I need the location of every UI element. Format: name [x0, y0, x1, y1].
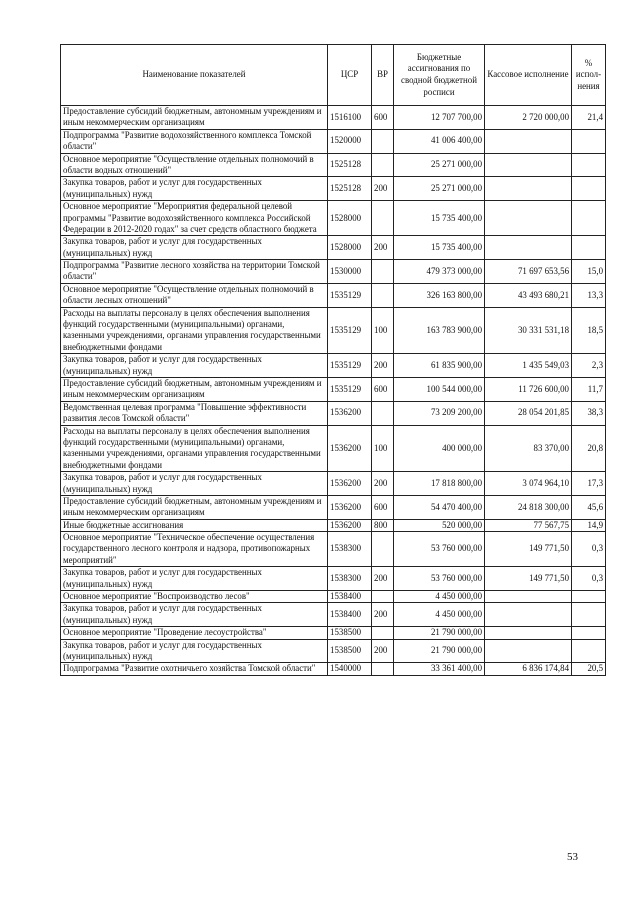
cell-cash [485, 177, 572, 201]
cell-vr [372, 153, 394, 177]
cell-csr: 1516100 [328, 106, 372, 130]
cell-budget: 12 707 700,00 [394, 106, 485, 130]
cell-percent: 0,3 [572, 532, 606, 567]
cell-cash [485, 627, 572, 639]
cell-percent: 11,7 [572, 377, 606, 401]
cell-percent [572, 591, 606, 603]
table-row [61, 201, 606, 236]
cell-budget: 25 271 000,00 [394, 153, 485, 177]
cell-vr [372, 401, 394, 425]
table-header [61, 45, 606, 106]
cell-budget: 53 760 000,00 [394, 532, 485, 567]
cell-cash [485, 603, 572, 627]
cell-name: Закупка товаров, работ и услуг для государственных (муниципальных) нужд [61, 177, 328, 201]
cell-name: Основное мероприятие "Осуществление отдельных полномочий в области лесных отношений" [61, 283, 328, 307]
table-row [61, 129, 606, 153]
cell-csr: 1536200 [328, 425, 372, 472]
table-row [61, 354, 606, 378]
cell-cash [485, 591, 572, 603]
cell-percent: 13,3 [572, 283, 606, 307]
cell-csr: 1535129 [328, 307, 372, 354]
cell-percent [572, 639, 606, 663]
cell-vr [372, 283, 394, 307]
cell-percent [572, 627, 606, 639]
cell-cash [485, 153, 572, 177]
header-budget: Бюджетные ассигнования по сводной бюджетной росписи [394, 45, 485, 106]
table-row [61, 106, 606, 130]
cell-budget: 520 000,00 [394, 519, 485, 531]
page-number: 53 [567, 851, 578, 863]
cell-percent: 14,9 [572, 519, 606, 531]
cell-vr: 200 [372, 472, 394, 496]
cell-percent [572, 201, 606, 236]
cell-cash: 43 493 680,21 [485, 283, 572, 307]
cell-csr: 1538400 [328, 603, 372, 627]
cell-csr: 1525128 [328, 153, 372, 177]
cell-budget: 21 790 000,00 [394, 639, 485, 663]
cell-vr: 200 [372, 639, 394, 663]
cell-vr: 100 [372, 425, 394, 472]
cell-percent: 0,3 [572, 567, 606, 591]
cell-vr: 200 [372, 177, 394, 201]
cell-csr: 1528000 [328, 236, 372, 260]
cell-budget: 53 760 000,00 [394, 567, 485, 591]
cell-budget: 4 450 000,00 [394, 603, 485, 627]
cell-vr [372, 532, 394, 567]
cell-csr: 1538300 [328, 532, 372, 567]
cell-cash [485, 201, 572, 236]
cell-percent [572, 129, 606, 153]
cell-budget: 163 783 900,00 [394, 307, 485, 354]
cell-csr: 1520000 [328, 129, 372, 153]
cell-budget: 33 361 400,00 [394, 663, 485, 675]
table-row [61, 532, 606, 567]
table-row [61, 425, 606, 472]
cell-csr: 1536200 [328, 401, 372, 425]
cell-cash: 6 836 174,84 [485, 663, 572, 675]
cell-csr: 1538300 [328, 567, 372, 591]
cell-name: Иные бюджетные ассигнования [61, 519, 328, 531]
table-row [61, 591, 606, 603]
cell-percent: 21,4 [572, 106, 606, 130]
table-row [61, 401, 606, 425]
cell-name: Ведомственная целевая программа "Повышение эффективности развития лесов Томской области" [61, 401, 328, 425]
cell-cash: 149 771,50 [485, 532, 572, 567]
cell-percent [572, 603, 606, 627]
table-row [61, 495, 606, 519]
cell-name: Закупка товаров, работ и услуг для государственных (муниципальных) нужд [61, 354, 328, 378]
cell-budget: 73 209 200,00 [394, 401, 485, 425]
cell-cash: 2 720 000,00 [485, 106, 572, 130]
cell-csr: 1535129 [328, 354, 372, 378]
cell-vr: 600 [372, 495, 394, 519]
cell-name: Основное мероприятие "Техническое обеспечение осуществления государственного лесного контроля и надзора, противопожарных мероприятий" [61, 532, 328, 567]
cell-csr: 1528000 [328, 201, 372, 236]
cell-csr: 1536200 [328, 472, 372, 496]
cell-cash: 83 370,00 [485, 425, 572, 472]
cell-budget: 17 818 800,00 [394, 472, 485, 496]
cell-cash [485, 639, 572, 663]
cell-vr: 200 [372, 567, 394, 591]
cell-cash: 28 054 201,85 [485, 401, 572, 425]
cell-budget: 54 470 400,00 [394, 495, 485, 519]
cell-vr: 600 [372, 377, 394, 401]
table-row [61, 472, 606, 496]
header-percent: % испол-нения [572, 45, 606, 106]
cell-name: Закупка товаров, работ и услуг для государственных (муниципальных) нужд [61, 567, 328, 591]
table-row [61, 283, 606, 307]
cell-budget: 400 000,00 [394, 425, 485, 472]
cell-name: Основное мероприятие "Мероприятия федеральной целевой программы "Развитие водохозяйственного комплекса Российской Федерации в 2012-2020 годах" за счет средств областного бюджета [61, 201, 328, 236]
cell-name: Предоставление субсидий бюджетным, автономным учреждениям и иным некоммерческим организациям [61, 377, 328, 401]
cell-name: Расходы на выплаты персоналу в целях обеспечения выполнения функций государственными (муниципальными) органами, казенными учреждениями, органами управления государственными внебюджетными фондами [61, 307, 328, 354]
cell-name: Подпрограмма "Развитие охотничьего хозяйства Томской области" [61, 663, 328, 675]
cell-percent: 45,6 [572, 495, 606, 519]
cell-budget: 100 544 000,00 [394, 377, 485, 401]
table-row [61, 260, 606, 284]
cell-vr [372, 663, 394, 675]
table-row [61, 627, 606, 639]
cell-budget: 326 163 800,00 [394, 283, 485, 307]
cell-cash: 24 818 300,00 [485, 495, 572, 519]
table-row [61, 377, 606, 401]
header-row [61, 45, 606, 106]
table-row [61, 177, 606, 201]
table-row [61, 567, 606, 591]
cell-vr: 100 [372, 307, 394, 354]
cell-budget: 4 450 000,00 [394, 591, 485, 603]
table-row [61, 519, 606, 531]
cell-name: Предоставление субсидий бюджетным, автономным учреждениям и иным некоммерческим организациям [61, 495, 328, 519]
cell-budget: 15 735 400,00 [394, 201, 485, 236]
cell-csr: 1535129 [328, 283, 372, 307]
cell-vr [372, 627, 394, 639]
cell-cash [485, 236, 572, 260]
table-row [61, 603, 606, 627]
table-row [61, 639, 606, 663]
cell-cash: 30 331 531,18 [485, 307, 572, 354]
cell-csr: 1538500 [328, 639, 372, 663]
cell-cash: 3 074 964,10 [485, 472, 572, 496]
header-name: Наименование показателей [61, 45, 328, 106]
cell-budget: 25 271 000,00 [394, 177, 485, 201]
cell-percent [572, 177, 606, 201]
cell-percent: 2,3 [572, 354, 606, 378]
cell-vr [372, 129, 394, 153]
cell-name: Подпрограмма "Развитие водохозяйственного комплекса Томской области" [61, 129, 328, 153]
cell-cash: 1 435 549,03 [485, 354, 572, 378]
cell-percent: 17,3 [572, 472, 606, 496]
cell-csr: 1525128 [328, 177, 372, 201]
cell-name: Основное мероприятие "Осуществление отдельных полномочий в области водных отношений" [61, 153, 328, 177]
header-csr: ЦСР [328, 45, 372, 106]
cell-percent: 18,5 [572, 307, 606, 354]
cell-csr: 1535129 [328, 377, 372, 401]
cell-percent: 20,5 [572, 663, 606, 675]
cell-vr: 200 [372, 354, 394, 378]
cell-percent [572, 236, 606, 260]
cell-cash: 71 697 653,56 [485, 260, 572, 284]
cell-percent: 38,3 [572, 401, 606, 425]
table-body [61, 106, 606, 676]
cell-cash: 77 567,75 [485, 519, 572, 531]
cell-vr: 600 [372, 106, 394, 130]
cell-budget: 21 790 000,00 [394, 627, 485, 639]
cell-cash: 149 771,50 [485, 567, 572, 591]
cell-vr [372, 201, 394, 236]
cell-vr: 200 [372, 603, 394, 627]
cell-csr: 1536200 [328, 519, 372, 531]
cell-budget: 15 735 400,00 [394, 236, 485, 260]
cell-csr: 1540000 [328, 663, 372, 675]
cell-percent: 15,0 [572, 260, 606, 284]
cell-budget: 479 373 000,00 [394, 260, 485, 284]
header-cash: Кассовое исполнение [485, 45, 572, 106]
cell-name: Основное мероприятие "Воспроизводство лесов" [61, 591, 328, 603]
cell-vr: 800 [372, 519, 394, 531]
cell-name: Закупка товаров, работ и услуг для государственных (муниципальных) нужд [61, 472, 328, 496]
cell-csr: 1538500 [328, 627, 372, 639]
cell-name: Расходы на выплаты персоналу в целях обеспечения выполнения функций государственными (муниципальными) органами, казенными учреждениями, органами управления государственными внебюджетными фондами [61, 425, 328, 472]
cell-percent: 20,8 [572, 425, 606, 472]
table-row [61, 663, 606, 675]
cell-name: Закупка товаров, работ и услуг для государственных (муниципальных) нужд [61, 236, 328, 260]
cell-name: Закупка товаров, работ и услуг для государственных (муниципальных) нужд [61, 639, 328, 663]
cell-budget: 41 006 400,00 [394, 129, 485, 153]
cell-vr [372, 260, 394, 284]
cell-name: Предоставление субсидий бюджетным, автономным учреждениям и иным некоммерческим организациям [61, 106, 328, 130]
cell-name: Основное мероприятие "Проведение лесоустройства" [61, 627, 328, 639]
cell-csr: 1530000 [328, 260, 372, 284]
table-row [61, 153, 606, 177]
table-row [61, 307, 606, 354]
cell-cash: 11 726 600,00 [485, 377, 572, 401]
cell-csr: 1538400 [328, 591, 372, 603]
cell-cash [485, 129, 572, 153]
header-vr: ВР [372, 45, 394, 106]
budget-execution-table [60, 44, 606, 676]
cell-budget: 61 835 900,00 [394, 354, 485, 378]
cell-name: Подпрограмма "Развитие лесного хозяйства на территории Томской области" [61, 260, 328, 284]
cell-name: Закупка товаров, работ и услуг для государственных (муниципальных) нужд [61, 603, 328, 627]
table-row [61, 236, 606, 260]
cell-vr [372, 591, 394, 603]
cell-csr: 1536200 [328, 495, 372, 519]
cell-vr: 200 [372, 236, 394, 260]
cell-percent [572, 153, 606, 177]
